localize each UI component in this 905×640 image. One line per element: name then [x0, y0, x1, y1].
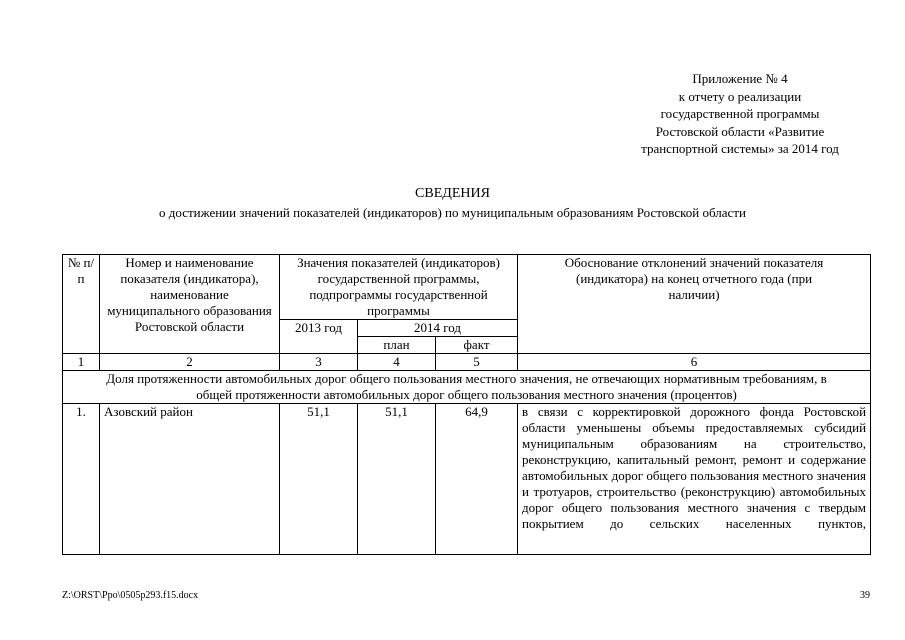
footer-file-path: Z:\ORST\Ppo\0505p293.f15.docx [62, 590, 199, 601]
row-num: 1. [63, 404, 100, 555]
header-name: Номер и наименование показателя (индикатора), наименование муниципального образования Ростовской области [100, 255, 280, 354]
header-year-2013: 2013 год [280, 320, 358, 354]
appendix-line: государственной программы [660, 106, 820, 121]
row-name: Азовский район [100, 404, 280, 555]
header-fact: факт [436, 337, 518, 354]
row-justification: в связи с корректировкой дорожного фонда Ростовской области уменьшены объемы предоставляемых субсидий муниципальным образованиям на строительство, реконструкцию, капитальный ремонт, ремонт и содержание автомобильных дорог общего пользования местного значения и тротуаров, строительство (реконструкцию) автомобильных дорог общего пользования местного значения с твердым покрытием до сельских населенных пунктов, [518, 404, 871, 555]
column-number: 1 [63, 354, 100, 371]
appendix-block [600, 70, 880, 158]
footer-page-number: 39 [860, 590, 870, 601]
column-numbers-row [63, 354, 871, 371]
appendix-line: Ростовской области «Развитие [655, 123, 825, 139]
column-number: 6 [518, 354, 871, 371]
column-number: 4 [358, 354, 436, 371]
row-value-2013: 51,1 [280, 404, 358, 555]
appendix-line: к отчету о реализации [678, 88, 802, 104]
appendix-line: транспортной системы» за 2014 год [641, 141, 839, 156]
document-title: СВЕДЕНИЯ [415, 186, 490, 201]
column-number: 2 [100, 354, 280, 371]
header-year-2014: 2014 год [358, 320, 518, 337]
section-row [63, 371, 871, 404]
header-values: Значения показателей (индикаторов) государственной программы, подпрограммы государственной программы [280, 255, 518, 320]
appendix-line: Приложение № 4 [692, 71, 788, 86]
header-justification: Обоснование отклонений значений показателя (индикатора) на конец отчетного года (при наличии) [518, 255, 871, 354]
header-row [63, 255, 871, 320]
indicators-table [62, 254, 871, 555]
table-row [63, 404, 871, 555]
header-plan: план [358, 337, 436, 354]
column-number: 3 [280, 354, 358, 371]
column-number: 5 [436, 354, 518, 371]
header-num: № п/п [63, 255, 100, 354]
section-title: Доля протяженности автомобильных дорог общего пользования местного значения, не отвечающих нормативным требованиям, в общей протяженности автомобильных дорог общего пользования местного значения (процентов) [63, 371, 871, 404]
row-value-fact: 64,9 [436, 404, 518, 555]
row-value-plan: 51,1 [358, 404, 436, 555]
document-subtitle: о достижении значений показателей (индикаторов) по муниципальным образованиям Ростовской области [159, 205, 746, 220]
